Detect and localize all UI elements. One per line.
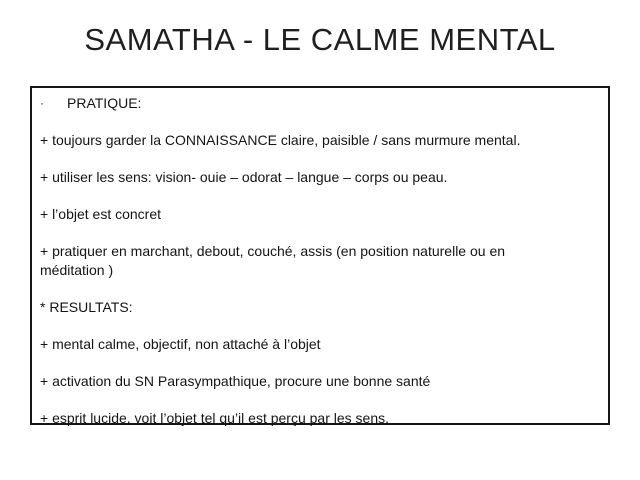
list-item: + mental calme, objectif, non attaché à l’objet	[40, 336, 321, 352]
list-item: + utiliser les sens: vision- ouie – odorat – langue – corps ou peau.	[40, 169, 448, 185]
list-item	[40, 242, 600, 280]
list-item-text: méditation )	[40, 262, 114, 278]
list-item: * RESULTATS:	[40, 299, 133, 315]
list-item: + l’objet est concret	[40, 206, 162, 222]
slide-title: SAMATHA - LE CALME MENTAL	[84, 22, 556, 57]
list-item	[40, 94, 600, 113]
content-box	[30, 86, 610, 425]
list-item-text: + pratiquer en marchant, debout, couché, assis (en position naturelle ou en	[40, 243, 506, 259]
list-item: + esprit lucide, voit l’objet tel qu’il est perçu par les sens.	[40, 410, 390, 426]
bullet-marker: ·	[40, 96, 44, 110]
list-item-text: PRATIQUE:	[67, 95, 142, 111]
list-item: + activation du SN Parasympathique, procure une bonne santé	[40, 373, 431, 389]
list-item: + toujours garder la CONNAISSANCE claire, paisible / sans murmure mental.	[40, 132, 521, 148]
